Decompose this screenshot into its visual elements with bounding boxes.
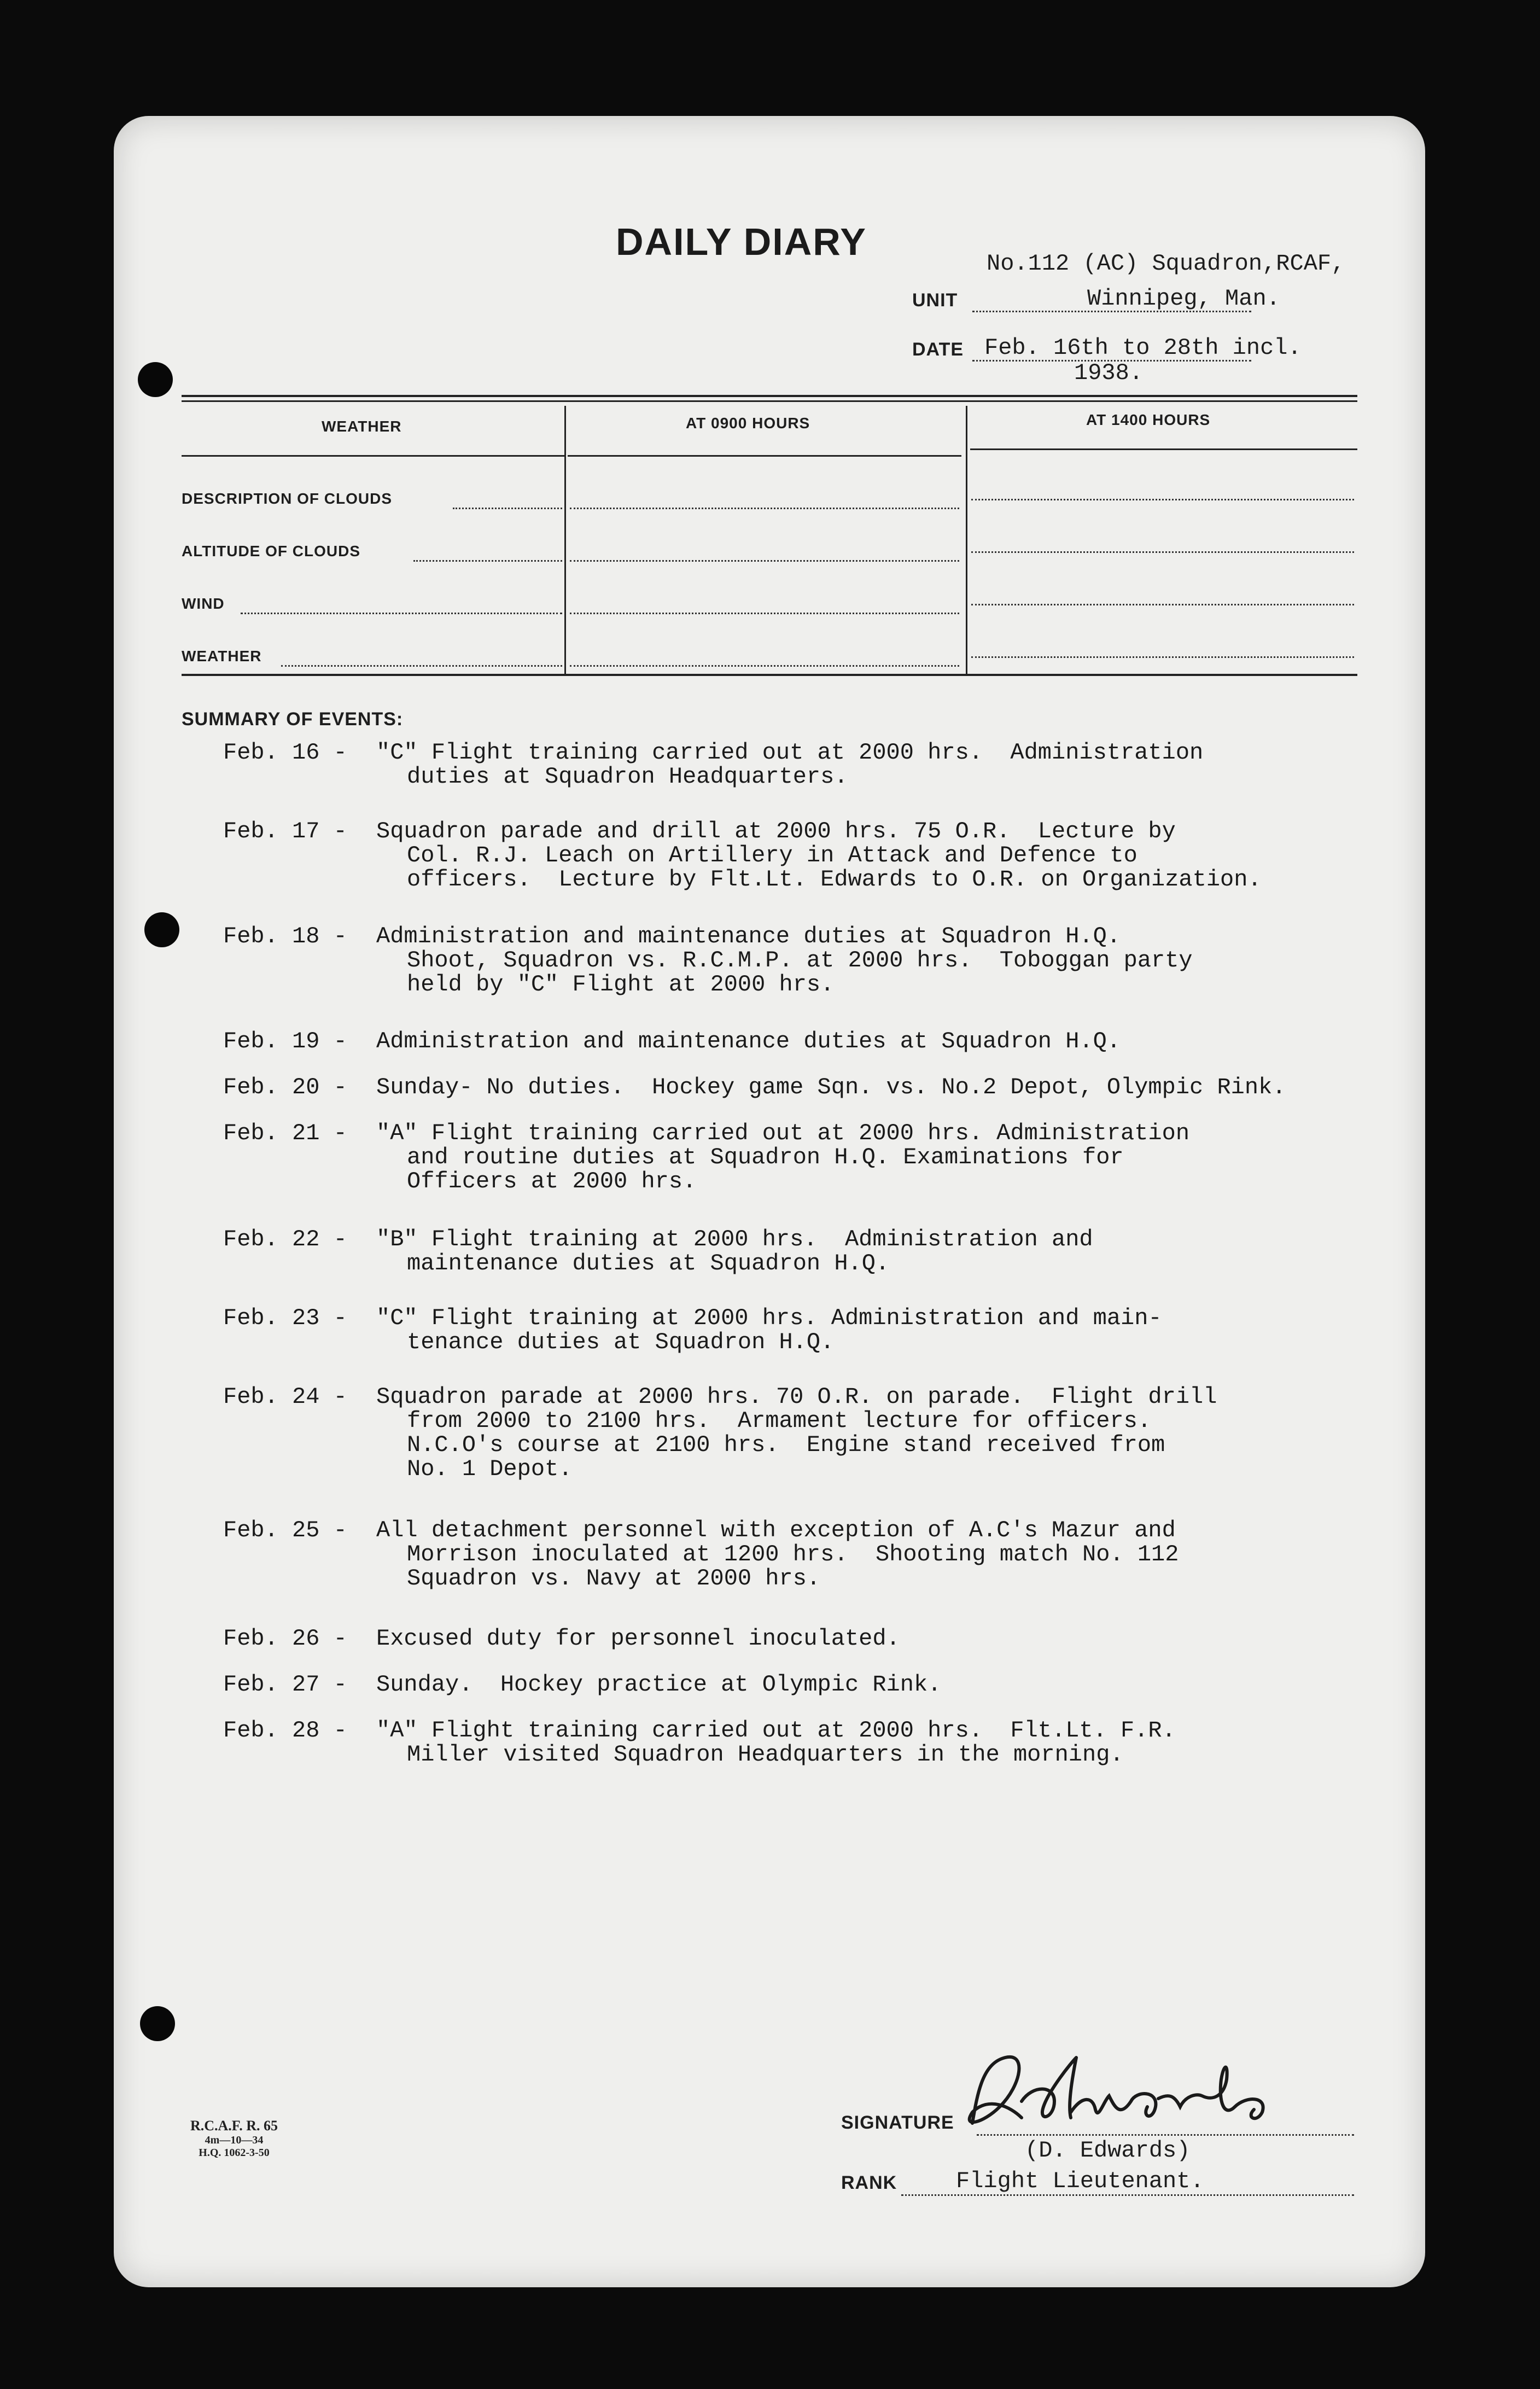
date-value-line1: Feb. 16th to 28th incl. <box>984 335 1302 361</box>
form-code-line3: H.Q. 1062-3-50 <box>199 2147 270 2159</box>
event-line: tenance duties at Squadron H.Q. <box>407 1329 835 1355</box>
col-weather-header: WEATHER <box>322 418 402 435</box>
event-date: Feb. 19 - <box>223 1028 347 1054</box>
event-line: Officers at 2000 hrs. <box>407 1168 697 1195</box>
row-label-description-of-clouds: DESCRIPTION OF CLOUDS <box>182 490 393 507</box>
event-text <box>376 1518 1415 1590</box>
cell-dots <box>570 613 959 614</box>
cell-dots <box>971 656 1354 658</box>
table-header-underline <box>568 455 961 457</box>
event-text <box>376 1227 1415 1275</box>
event-entry <box>223 1673 1415 1697</box>
form-code-line1: R.C.A.F. R. 65 <box>190 2118 278 2134</box>
event-entry <box>223 819 1415 891</box>
event-line: Sunday. Hockey practice at Olympic Rink. <box>376 1671 942 1698</box>
diary-page <box>114 116 1425 2287</box>
event-text <box>376 1029 1415 1053</box>
event-line: Squadron parade at 2000 hrs. 70 O.R. on parade. Flight drill <box>376 1384 1217 1410</box>
table-col-divider <box>966 406 967 674</box>
event-line: "C" Flight training at 2000 hrs. Administration and main- <box>376 1305 1162 1331</box>
cell-dots <box>971 499 1354 500</box>
table-col-divider <box>564 406 566 674</box>
handwritten-signature <box>940 2041 1300 2140</box>
event-date: Feb. 17 - <box>223 818 347 844</box>
event-line: and routine duties at Squadron H.Q. Examinations for <box>407 1144 1124 1170</box>
rank-label: RANK <box>841 2172 897 2193</box>
event-line: duties at Squadron Headquarters. <box>407 764 848 790</box>
rank-value: Flight Lieutenant. <box>956 2168 1204 2194</box>
event-text <box>376 1627 1415 1651</box>
event-line: "A" Flight training carried out at 2000 hrs. Flt.Lt. F.R. <box>376 1717 1176 1744</box>
row-dots <box>281 665 562 667</box>
table-top-rule <box>182 395 1357 397</box>
event-entry <box>223 1718 1415 1767</box>
event-entry <box>223 1121 1415 1193</box>
event-text <box>376 1306 1415 1354</box>
event-text <box>376 924 1415 997</box>
table-bottom-rule <box>182 674 1357 676</box>
event-text <box>376 1121 1415 1193</box>
event-line: All detachment personnel with exception of A.C's Mazur and <box>376 1517 1176 1543</box>
event-date: Feb. 18 - <box>223 923 347 949</box>
form-title: DAILY DIARY <box>616 220 867 263</box>
event-date: Feb. 25 - <box>223 1517 347 1543</box>
cell-dots <box>570 560 959 562</box>
event-line: "B" Flight training at 2000 hrs. Administration and <box>376 1226 1093 1252</box>
event-line: from 2000 to 2100 hrs. Armament lecture for officers. <box>407 1408 1152 1434</box>
event-entry <box>223 924 1415 997</box>
event-entry <box>223 1385 1415 1481</box>
event-line: Col. R.J. Leach on Artillery in Attack and Defence to <box>407 842 1138 869</box>
event-text <box>376 741 1415 789</box>
event-entry <box>223 1029 1415 1053</box>
row-label-wind: WIND <box>182 595 225 612</box>
event-line: Squadron parade and drill at 2000 hrs. 75 O.R. Lecture by <box>376 818 1176 844</box>
row-label-altitude-of-clouds: ALTITUDE OF CLOUDS <box>182 543 361 560</box>
event-line: "C" Flight training carried out at 2000 hrs. Administration <box>376 739 1204 766</box>
event-date: Feb. 22 - <box>223 1226 347 1252</box>
event-entry <box>223 741 1415 789</box>
summary-heading: SUMMARY OF EVENTS: <box>182 709 404 730</box>
event-text <box>376 1673 1415 1697</box>
event-line: Sunday- No duties. Hockey game Sqn. vs. No.2 Depot, Olympic Rink. <box>376 1074 1286 1100</box>
event-entry <box>223 1518 1415 1590</box>
event-date: Feb. 26 - <box>223 1625 347 1652</box>
event-line: No. 1 Depot. <box>407 1456 573 1482</box>
table-header-underline <box>970 448 1357 450</box>
event-date: Feb. 20 - <box>223 1074 347 1100</box>
event-date: Feb. 21 - <box>223 1120 347 1146</box>
event-date: Feb. 16 - <box>223 739 347 766</box>
row-label-weather: WEATHER <box>182 648 262 665</box>
punch-hole <box>144 912 179 947</box>
event-line: maintenance duties at Squadron H.Q. <box>407 1250 890 1277</box>
event-line: Miller visited Squadron Headquarters in the morning. <box>407 1741 1124 1768</box>
event-line: N.C.O's course at 2100 hrs. Engine stand received from <box>407 1432 1165 1458</box>
unit-value-line1: No.112 (AC) Squadron,RCAF, <box>987 250 1345 277</box>
cell-dots <box>971 604 1354 605</box>
event-date: Feb. 24 - <box>223 1384 347 1410</box>
event-line: Administration and maintenance duties at Squadron H.Q. <box>376 1028 1121 1054</box>
signature-label: SIGNATURE <box>841 2112 954 2133</box>
row-dots <box>453 508 562 509</box>
event-text <box>376 819 1415 891</box>
event-line: Squadron vs. Navy at 2000 hrs. <box>407 1565 821 1592</box>
cell-dots <box>971 551 1354 553</box>
event-line: "A" Flight training carried out at 2000 hrs. Administration <box>376 1120 1190 1146</box>
table-header-underline <box>182 455 564 457</box>
event-entry <box>223 1227 1415 1275</box>
table-top-rule-2 <box>182 400 1357 402</box>
unit-value-line2: Winnipeg, Man. <box>1087 285 1280 312</box>
row-dots <box>241 613 562 614</box>
form-code-line2: 4m—10—34 <box>205 2134 264 2146</box>
event-line: Administration and maintenance duties at Squadron H.Q. <box>376 923 1121 949</box>
date-value-line2: 1938. <box>1074 360 1144 386</box>
event-line: Shoot, Squadron vs. R.C.M.P. at 2000 hrs. Toboggan party <box>407 947 1193 974</box>
event-line: Morrison inoculated at 1200 hrs. Shooting match No. 112 <box>407 1541 1179 1568</box>
row-dots <box>413 560 562 562</box>
rank-line <box>901 2194 1354 2196</box>
event-text <box>376 1075 1415 1099</box>
event-date: Feb. 23 - <box>223 1305 347 1331</box>
event-entry <box>223 1306 1415 1354</box>
punch-hole <box>138 362 173 397</box>
cell-dots <box>570 665 959 667</box>
col-0900-header: AT 0900 HOURS <box>686 415 810 432</box>
event-text <box>376 1385 1415 1481</box>
event-line: Excused duty for personnel inoculated. <box>376 1625 900 1652</box>
event-date: Feb. 27 - <box>223 1671 347 1698</box>
punch-hole <box>140 2006 175 2041</box>
col-1400-header: AT 1400 HOURS <box>1086 411 1211 428</box>
event-text <box>376 1718 1415 1767</box>
event-line: officers. Lecture by Flt.Lt. Edwards to O.R. on Organization. <box>407 866 1262 893</box>
event-line: held by "C" Flight at 2000 hrs. <box>407 971 835 998</box>
signature-name: (D. Edwards) <box>1025 2137 1191 2164</box>
form-code-stamp <box>163 2118 305 2159</box>
cell-dots <box>570 508 959 509</box>
date-label: DATE <box>912 339 964 360</box>
event-entry <box>223 1627 1415 1651</box>
event-date: Feb. 28 - <box>223 1717 347 1744</box>
unit-label: UNIT <box>912 290 958 311</box>
event-entry <box>223 1075 1415 1099</box>
